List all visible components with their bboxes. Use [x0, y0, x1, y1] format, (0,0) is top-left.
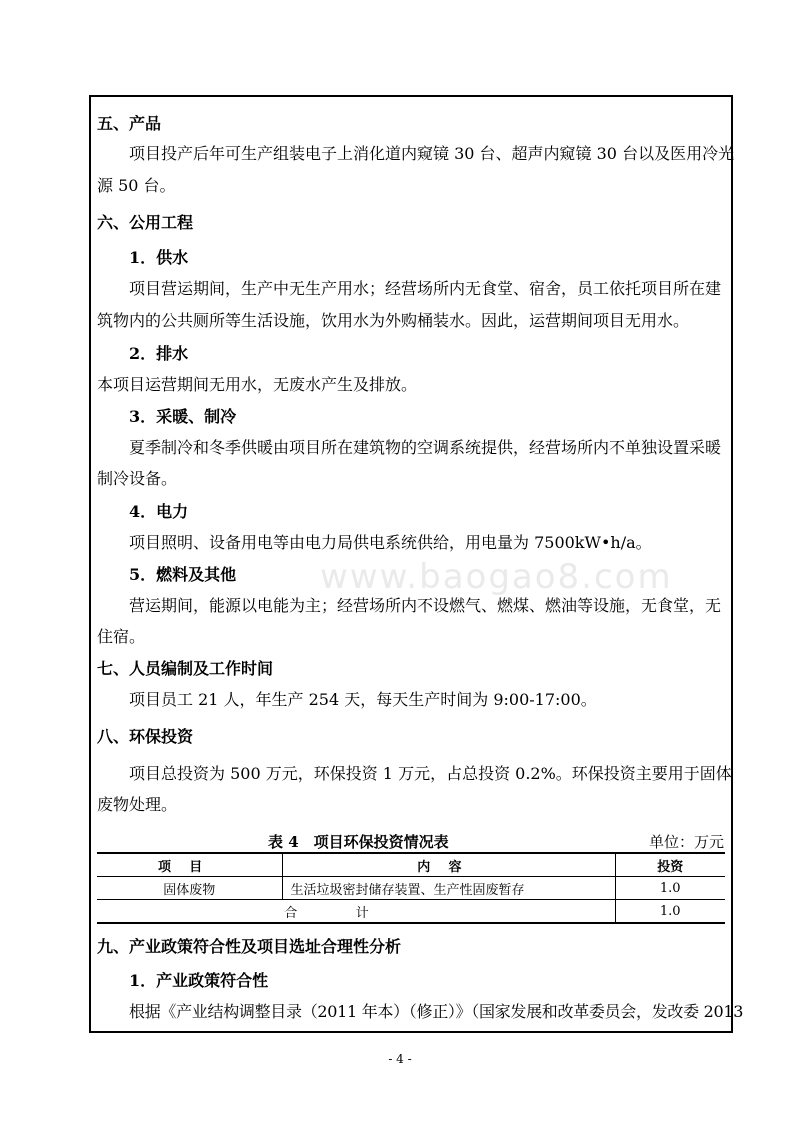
section-9-1-body: 根据《产业结构调整目录（2011 年本）（修正）》（国家发展和改革委员会，发改委 2013	[129, 1002, 744, 1021]
cell-total-value: 1.0	[615, 900, 725, 924]
section-6-3-body-line-2: 制冷设备。	[97, 469, 178, 488]
section-8-body-line-1: 项目总投资为 500 万元，环保投资 1 万元，占总投资 0.2%。环保投资主要用于固体	[129, 764, 732, 783]
section-7-title: 七、人员编制及工作时间	[97, 659, 274, 678]
table-total-row	[97, 900, 725, 924]
section-6-2-title: 2．排水	[129, 344, 189, 363]
section-6-4-body: 项目照明、设备用电等由电力局供电系统供给，用电量为 7500kW•h/a。	[129, 533, 652, 552]
section-6-1-title: 1．供水	[129, 248, 189, 267]
page-number: - 4 -	[388, 1052, 412, 1066]
section-7-body: 项目员工 21 人，年生产 254 天，每天生产时间为 9:00-17:00。	[129, 690, 597, 709]
watermark: www.baogao8.com	[320, 557, 673, 597]
section-5-body-line-2: 源 50 台。	[97, 176, 176, 195]
cell-content: 生活垃圾密封储存装置、生产性固废暂存	[282, 877, 615, 900]
section-9-title: 九、产业政策符合性及项目选址合理性分析	[97, 937, 402, 956]
env-investment-table	[97, 852, 725, 924]
section-6-5-title: 5．燃料及其他	[129, 565, 237, 584]
section-6-3-title: 3．采暖、制冷	[129, 407, 237, 426]
section-8-body-line-2: 废物处理。	[97, 795, 178, 814]
cell-total-label: 合计	[97, 900, 615, 924]
header-investment: 投资	[615, 853, 725, 877]
section-6-1-body-line-2: 筑物内的公共厕所等生活设施，饮用水为外购桶装水。因此，运营期间项目无用水。	[97, 311, 690, 330]
table-header-row	[97, 853, 725, 877]
table-unit: 单位：万元	[648, 833, 724, 851]
header-content: 内容	[282, 853, 615, 877]
section-6-title: 六、公用工程	[97, 213, 194, 232]
section-6-5-body-line-2: 住宿。	[97, 627, 146, 646]
section-6-3-body-line-1: 夏季制冷和冬季供暖由项目所在建筑物的空调系统提供，经营场所内不单独设置采暖	[129, 438, 722, 457]
section-8-title: 八、环保投资	[97, 727, 194, 746]
section-6-1-body-line-1: 项目营运期间，生产中无生产用水；经营场所内无食堂、宿舍，员工依托项目所在建	[129, 279, 722, 298]
cell-item: 固体废物	[97, 877, 282, 900]
section-6-5-body-line-1: 营运期间，能源以电能为主；经营场所内不设燃气、燃煤、燃油等设施，无食堂，无	[129, 596, 722, 615]
cell-investment: 1.0	[615, 877, 725, 900]
section-5-title: 五、产品	[97, 114, 162, 133]
header-item: 项目	[97, 853, 282, 877]
section-9-1-title: 1．产业政策符合性	[129, 971, 269, 990]
section-6-4-title: 4．电力	[129, 502, 189, 521]
table-row	[97, 877, 725, 900]
section-5-body-line-1: 项目投产后年可生产组装电子上消化道内窥镜 30 台、超声内窥镜 30 台以及医用冷光	[129, 144, 735, 163]
section-6-2-body: 本项目运营期间无用水，无废水产生及排放。	[97, 375, 418, 394]
table-caption: 表 4 项目环保投资情况表	[268, 833, 449, 851]
